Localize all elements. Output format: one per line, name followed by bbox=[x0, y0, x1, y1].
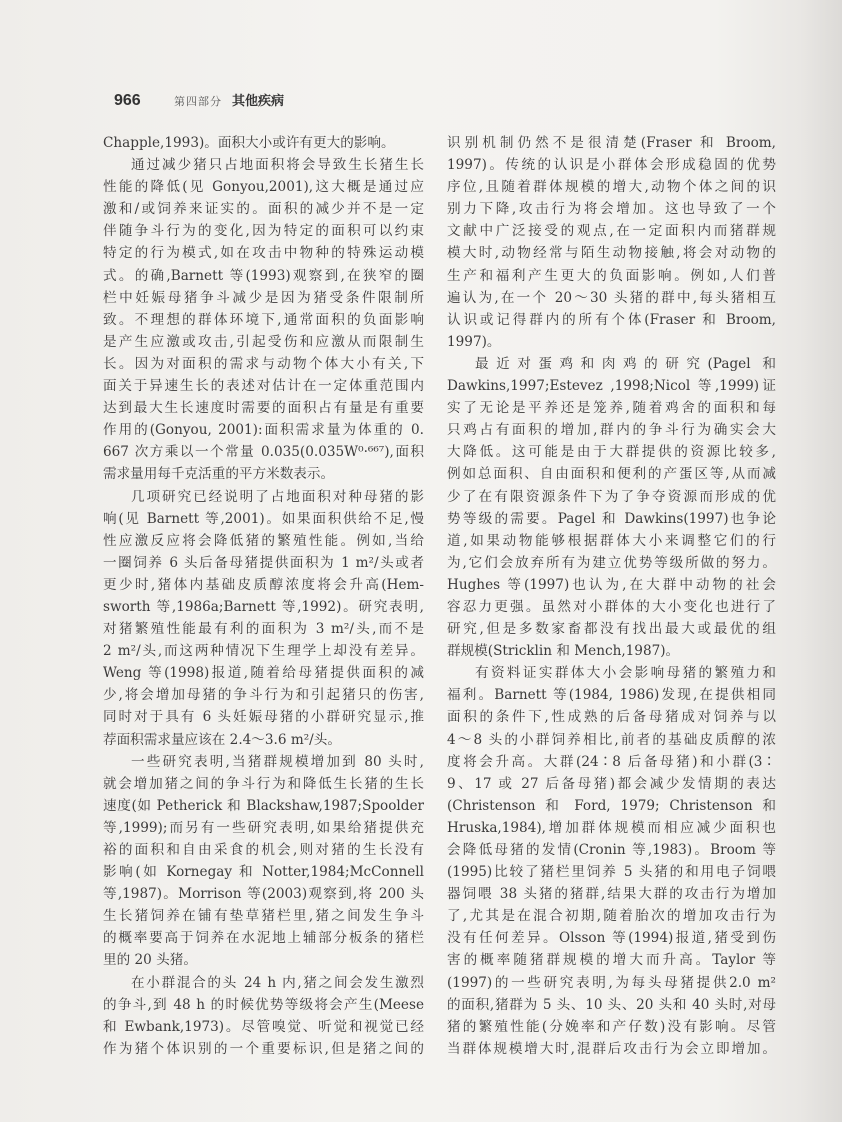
text-line: 为,它们会放弃所有为建立优势等级所做的努力。 bbox=[447, 554, 776, 571]
paragraph bbox=[103, 154, 424, 485]
text-line: 道,如果动物能够根据群体大小来调整它们的行 bbox=[447, 532, 776, 549]
text-line: 猪的繁殖性能(分娩率和产仔数)没有影响。尽管 bbox=[447, 1018, 776, 1035]
text-line: 里的 20 头猪。 bbox=[103, 952, 197, 969]
text-line: 荐面积需求量应该在 2.4～3.6 m²/头。 bbox=[103, 731, 341, 748]
text-line: 几项研究已经说明了占地面积对种母猪的影 bbox=[131, 488, 424, 505]
text-line: 作用的(Gonyou, 2001):面积需求量为体重的 0. bbox=[103, 422, 424, 439]
text-line: 实了无论是平养还是笼养,随着鸡舍的面积和每 bbox=[447, 400, 776, 417]
text-line: Hruska,1984),增加群体规模而相应减少面积也 bbox=[447, 819, 776, 836]
text-line: 速度(如 Petherick 和 Blackshaw,1987;Spoolder bbox=[103, 797, 424, 814]
text-line: 会降低母猪的发情(Cronin 等,1983)。Broom 等 bbox=[447, 842, 776, 858]
text-line: 少,将会增加母猪的争斗行为和引起猪只的伤害, bbox=[103, 687, 424, 704]
text-line: 最近对蛋鸡和肉鸡的研究(Pagel 和 bbox=[475, 355, 776, 372]
right-text-column bbox=[447, 132, 776, 1060]
text-line: Chapple,1993)。面积大小或许有更大的影响。 bbox=[103, 135, 395, 151]
text-line: 和 Ewbank,1973)。尽管嗅觉、听觉和视觉已经 bbox=[103, 1018, 424, 1035]
text-line: 面积的条件下,性成熟的后备母猪成对饲养与以 bbox=[447, 709, 776, 726]
text-line: Hughes 等(1997)也认为,在大群中动物的社会 bbox=[447, 576, 776, 593]
text-line: 的面积,猪群为 5 头、10 头、20 头和 40 头时,对母 bbox=[447, 996, 776, 1013]
text-line: 研究,但是多数家畜都没有找出最大或最优的组 bbox=[447, 621, 776, 638]
text-line: 同时对于具有 6 头妊娠母猪的小群研究显示,推 bbox=[103, 709, 424, 726]
text-line: 通过减少猪只占地面积将会导致生长猪生长 bbox=[131, 157, 424, 174]
text-line: 667 次方乘以一个常量 0.035(0.035W⁰·⁶⁶⁷),面积 bbox=[103, 444, 424, 461]
text-line: 达到最大生长速度时需要的面积占有量是有重要 bbox=[103, 400, 424, 417]
paragraph bbox=[103, 132, 424, 154]
paragraph bbox=[447, 132, 776, 353]
text-line: 面关于异速生长的表述对估计在一定体重范围内 bbox=[103, 378, 424, 395]
chapter-title: 其他疾病 bbox=[232, 94, 285, 109]
text-line: 4～8 头的小群饲养相比,前者的基础皮质醇的浓 bbox=[447, 731, 776, 748]
text-line: 响(见 Barnett 等,2001)。如果面积供给不足,慢 bbox=[103, 510, 424, 527]
running-header bbox=[114, 90, 284, 110]
part-title: 第四部分 bbox=[174, 95, 222, 108]
text-line: Dawkins,1997;Estevez ,1998;Nicol 等,1999)证 bbox=[447, 378, 776, 395]
text-line: 害的概率随猪群规模的增大而升高。Taylor 等 bbox=[447, 952, 776, 969]
text-line: 就会增加猪之间的争斗行为和降低生长猪的生长 bbox=[103, 775, 424, 792]
text-line: 模大时,动物经常与陌生动物接触,将会对动物的 bbox=[447, 245, 776, 262]
text-line: 9、17 或 27 后备母猪)都会减少发情期的表达 bbox=[447, 775, 776, 792]
paragraph bbox=[103, 486, 424, 751]
text-line: 栏中妊娠母猪争斗减少是因为猪受条件限制所 bbox=[103, 289, 424, 306]
text-line: 的概率要高于饲养在水泥地上辅部分板条的猪栏 bbox=[103, 930, 424, 947]
text-line: 等,1999);而另有一些研究表明,如果给猪提供充 bbox=[103, 819, 424, 836]
text-line: 当群体规模增大时,混群后攻击行为会立即增加。 bbox=[447, 1040, 776, 1057]
text-line: 特定的行为模式,如在攻击中物种的特殊运动模 bbox=[103, 245, 424, 262]
paragraph bbox=[103, 751, 424, 972]
paragraph bbox=[103, 972, 424, 1060]
text-line: 只鸡占有面积的增加,群内的争斗行为确实会大 bbox=[447, 422, 776, 439]
text-line: 度将会升高。大群(24∶8 后备母猪)和小群(3∶ bbox=[447, 753, 776, 770]
text-line: 容忍力更强。虽然对小群体的大小变化也进行了 bbox=[447, 598, 776, 615]
text-line: 群规模(Stricklin 和 Mench,1987)。 bbox=[447, 643, 680, 660]
text-line: 激和/或饲养来证实的。面积的减少并不是一定 bbox=[103, 201, 424, 218]
text-line: 生产和福利产生更大的负面影响。例如,人们普 bbox=[447, 267, 776, 284]
left-text-column bbox=[103, 132, 424, 1060]
text-line: 需求量用每千克活重的平方米数表示。 bbox=[103, 466, 335, 483]
text-line: 性应激反应将会降低猪的繁殖性能。例如,当给 bbox=[103, 532, 424, 549]
text-line: 等,1987)。Morrison 等(2003)观察到,将 200 头 bbox=[103, 886, 424, 903]
text-line: 2 m²/头,而这两种情况下生理学上却没有差异。 bbox=[103, 643, 424, 660]
text-line: 福利。Barnett 等(1984, 1986)发现,在提供相同 bbox=[447, 687, 776, 704]
text-line: 伴随争斗行为的变化,因为特定的面积可以约束 bbox=[103, 223, 424, 240]
text-line: 序位,且随着群体规模的增大,动物个体之间的识 bbox=[447, 179, 776, 196]
text-line: 有资料证实群体大小会影响母猪的繁殖力和 bbox=[475, 665, 776, 682]
text-line: 式。的确,Barnett 等(1993)观察到,在狭窄的圈 bbox=[103, 267, 424, 284]
text-line: 1997)。 bbox=[447, 333, 501, 350]
text-line: 一圈饲养 6 头后备母猪提供面积为 1 m²/头或者 bbox=[103, 554, 424, 571]
text-line: sworth 等,1986a;Barnett 等,1992)。研究表明, bbox=[103, 598, 424, 615]
text-line: 势等级的需要。Pagel 和 Dawkins(1997)也争论 bbox=[447, 510, 776, 527]
text-line: 遍认为,在一个 20～30 头猪的群中,每头猪相互 bbox=[447, 289, 776, 306]
text-line: 更少时,猪体内基础皮质醇浓度将会升高(Hem- bbox=[103, 576, 424, 593]
text-line: 器饲喂 38 头猪的猪群,结果大群的攻击行为增加 bbox=[447, 886, 776, 903]
text-line: (1997)的一些研究表明,为每头母猪提供2.0 m² bbox=[447, 974, 776, 991]
text-line: 在小群混合的头 24 h 内,猪之间会发生激烈 bbox=[131, 974, 424, 991]
text-line: 的争斗,到 48 h 的时候优势等级将会产生(Meese bbox=[103, 996, 424, 1013]
text-line: (1995)比较了猪栏里饲养 5 头猪的和用电子饲喂 bbox=[447, 864, 776, 881]
text-line: 是产生应激或攻击,引起受伤和应激从而限制生 bbox=[103, 333, 424, 350]
paragraph bbox=[447, 353, 776, 662]
text-line: 例如总面积、自由面积和便利的产蛋区等,从而减 bbox=[447, 466, 776, 483]
text-line: 文献中广泛接受的观点,在一定面积内而猪群规 bbox=[447, 223, 776, 240]
text-line: 影响(如 Kornegay 和 Notter,1984;McConnell bbox=[103, 864, 424, 881]
text-line: 1997)。传统的认识是小群体会形成稳固的优势 bbox=[447, 157, 776, 174]
text-line: 识别机制仍然不是很清楚(Fraser 和 Broom, bbox=[447, 135, 776, 151]
text-line: Weng 等(1998)报道,随着给母猪提供面积的减 bbox=[103, 665, 424, 682]
text-line: (Christenson 和 Ford, 1979; Christenson 和 bbox=[447, 797, 776, 814]
text-line: 裕的面积和自由采食的机会,则对猪的生长没有 bbox=[103, 842, 424, 858]
text-line: 大降低。这可能是由于大群提供的资源比较多, bbox=[447, 444, 776, 461]
text-line: 了,尤其是在混合初期,随着胎次的增加攻击行为 bbox=[447, 908, 776, 925]
text-line: 别力下降,攻击行为将会增加。这也导致了一个 bbox=[447, 201, 776, 218]
text-line: 没有任何差异。Olsson 等(1994)报道,猪受到伤 bbox=[447, 930, 776, 947]
text-line: 对猪繁殖性能最有利的面积为 3 m²/头,而不是 bbox=[103, 621, 424, 638]
page-number: 966 bbox=[114, 92, 141, 109]
text-line: 生长猪饲养在铺有垫草猪栏里,猪之间发生争斗 bbox=[103, 908, 424, 925]
text-line: 致。不理想的群体环境下,通常面积的负面影响 bbox=[103, 311, 424, 328]
paragraph bbox=[447, 662, 776, 1060]
text-line: 一些研究表明,当猪群规模增加到 80 头时, bbox=[131, 753, 424, 770]
text-line: 认识或记得群内的所有个体(Fraser 和 Broom, bbox=[447, 311, 776, 328]
text-line: 性能的降低(见 Gonyou,2001),这大概是通过应 bbox=[103, 179, 424, 196]
text-line: 作为猪个体识别的一个重要标识,但是猪之间的 bbox=[103, 1040, 424, 1057]
text-line: 长。因为对面积的需求与动物个体大小有关,下 bbox=[103, 355, 424, 372]
text-line: 少了在有限资源条件下为了争夺资源而形成的优 bbox=[447, 488, 776, 505]
